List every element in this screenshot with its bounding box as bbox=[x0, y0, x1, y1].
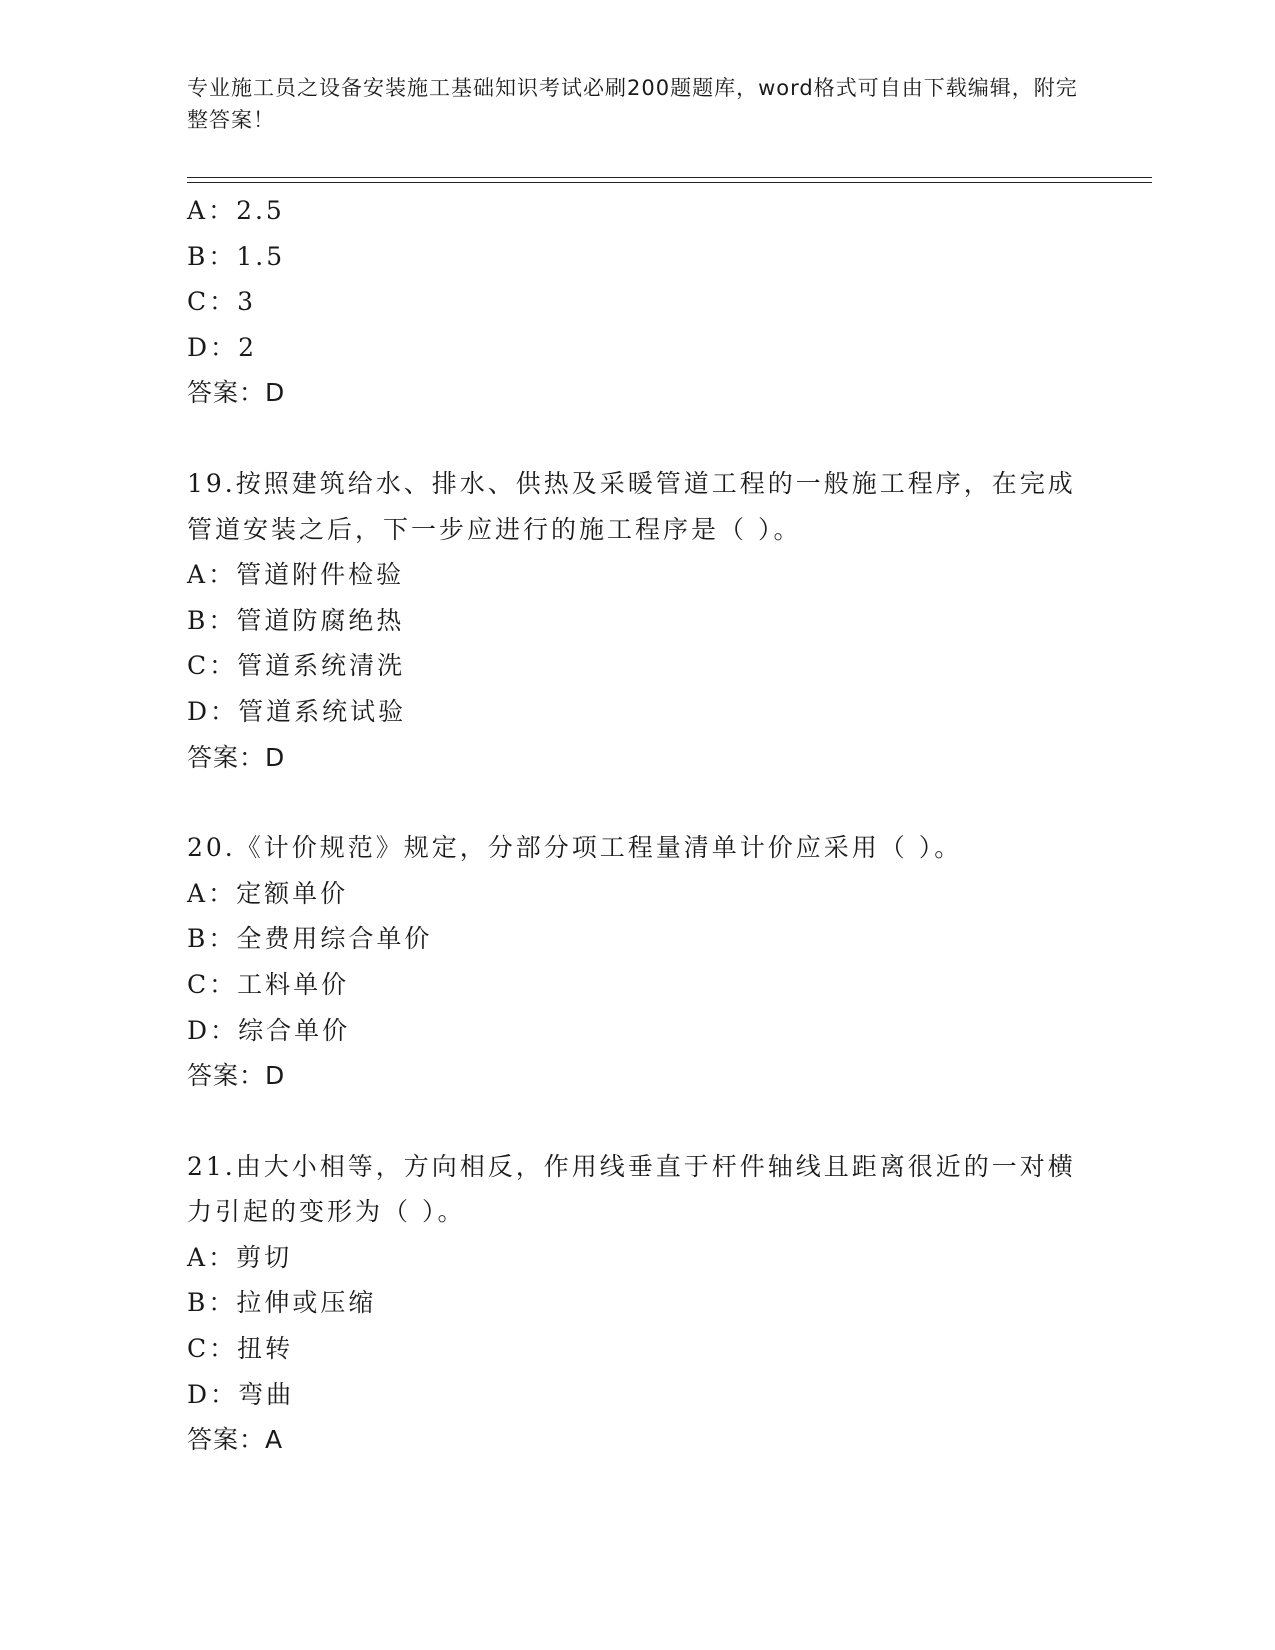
option-d: D：2 bbox=[187, 332, 257, 362]
question-20 bbox=[187, 825, 1087, 1099]
option-c: C：工料单价 bbox=[187, 969, 350, 999]
document-body bbox=[187, 188, 1087, 1463]
answer-line: 答案：D bbox=[187, 1061, 286, 1091]
question-18-continued bbox=[187, 188, 1087, 416]
option-b: B：全费用综合单价 bbox=[187, 924, 433, 954]
option-c: C：管道系统清洗 bbox=[187, 651, 406, 681]
answer-line: 答案：A bbox=[187, 1425, 284, 1455]
option-c: C：扭转 bbox=[187, 1334, 294, 1364]
question-19 bbox=[187, 461, 1087, 780]
option-d: D：弯曲 bbox=[187, 1379, 295, 1409]
question-21 bbox=[187, 1144, 1087, 1463]
option-a: A：2.5 bbox=[187, 196, 285, 225]
option-c: C：3 bbox=[187, 287, 257, 317]
spacer bbox=[187, 780, 1087, 825]
option-b: B：拉伸或压缩 bbox=[187, 1288, 377, 1318]
header-divider-bottom bbox=[187, 182, 1152, 183]
question-text: 21.由大小相等，方向相反，作用线垂直于杆件轴线且距离很近的一对横力引起的变形为（ ）。 bbox=[187, 1151, 1076, 1227]
spacer bbox=[187, 1099, 1087, 1144]
page-title: 专业施工员之设备安装施工基础知识考试必刷200题题库，word格式可自由下载编辑，附完整答案！ bbox=[187, 76, 1078, 132]
question-text: 19.按照建筑给水、排水、供热及采暖管道工程的一般施工程序，在完成管道安装之后，下一步应进行的施工程序是（ ）。 bbox=[187, 468, 1076, 544]
answer-line: 答案：D bbox=[187, 742, 286, 772]
option-a: A：管道附件检验 bbox=[187, 560, 405, 590]
spacer bbox=[187, 416, 1087, 461]
option-b: B：管道防腐绝热 bbox=[187, 605, 405, 635]
option-d: D：管道系统试验 bbox=[187, 696, 407, 726]
option-a: A：剪切 bbox=[187, 1242, 293, 1272]
header-divider-top bbox=[187, 177, 1152, 178]
answer-line: 答案：D bbox=[187, 378, 286, 408]
option-a: A：定额单价 bbox=[187, 878, 349, 908]
question-text: 20.《计价规范》规定，分部分项工程量清单计价应采用（ ）。 bbox=[187, 833, 963, 863]
option-b: B：1.5 bbox=[187, 241, 286, 271]
option-d: D：综合单价 bbox=[187, 1015, 351, 1045]
